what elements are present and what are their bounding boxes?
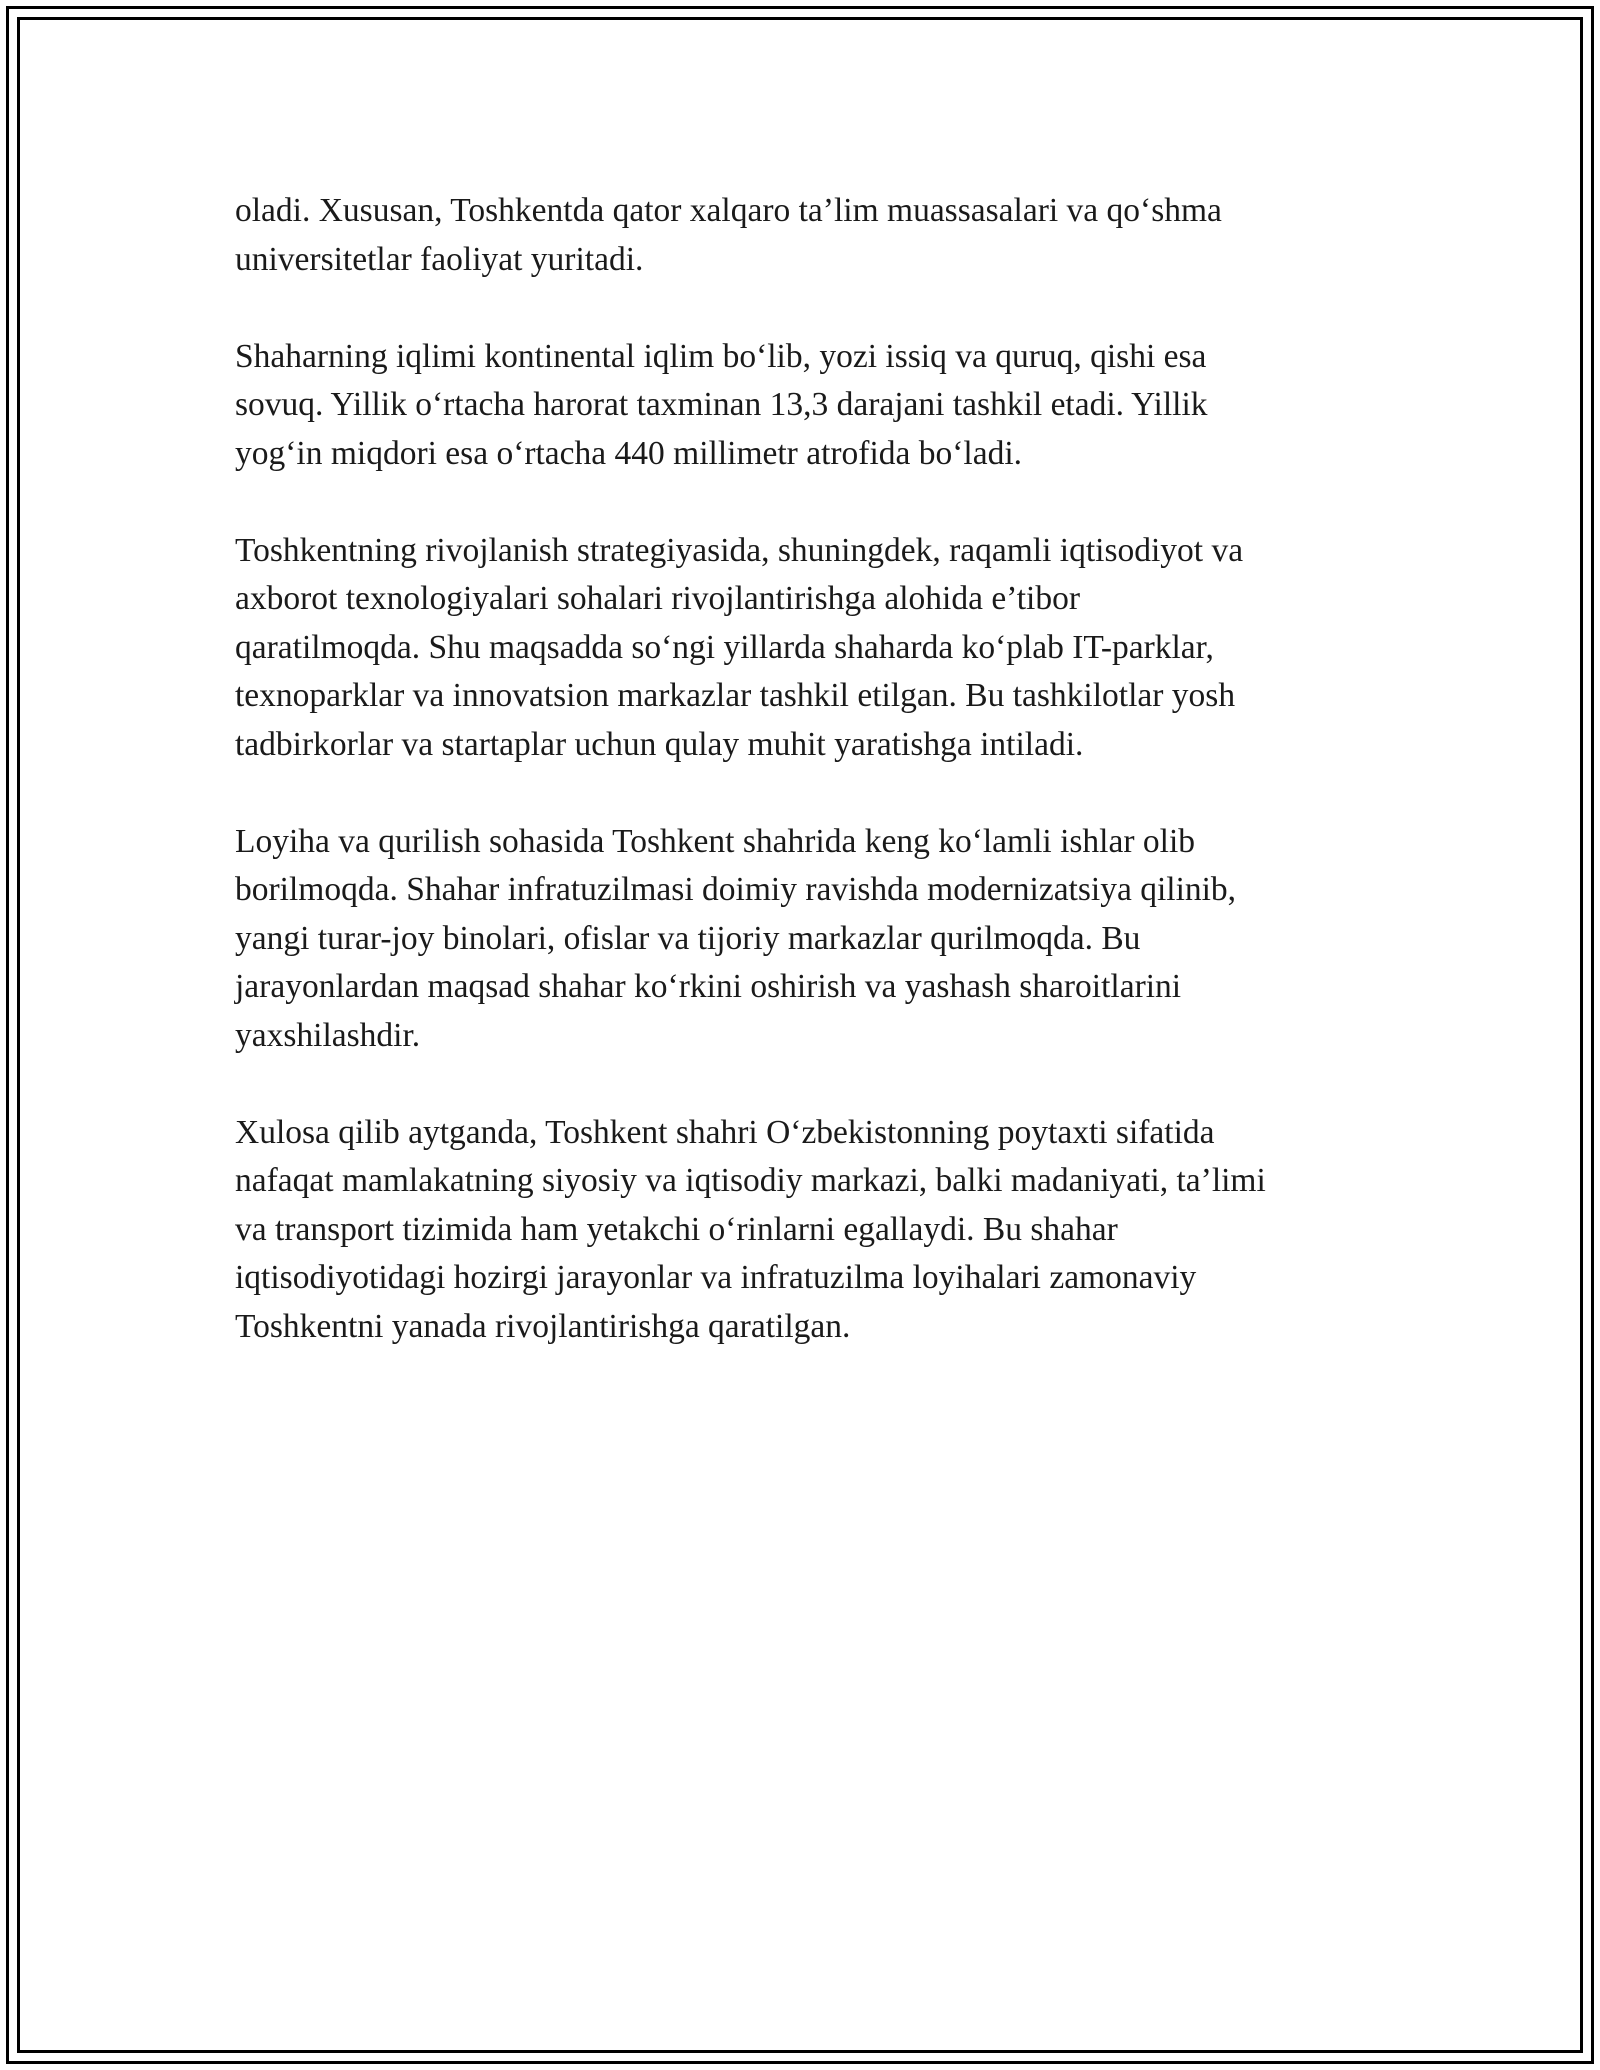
text-line: tadbirkorlar va startaplar uchun qulay muhit yaratishga intiladi. — [235, 725, 1084, 763]
paragraph-2 — [235, 333, 1375, 479]
text-line: axborot texnologiyalari sohalari rivojlantirishga alohida e’tibor — [235, 580, 1081, 617]
text-line: iqtisodiyotidagi hozirgi jarayonlar va infratuzilma loyihalari zamonaviy — [235, 1259, 1197, 1296]
text-line: Toshkentni yanada rivojlantirishga qaratilgan. — [235, 1307, 851, 1345]
text-line: universitetlar faoliyat yuritadi. — [235, 240, 644, 278]
paragraph-3 — [235, 527, 1375, 770]
paragraph-1 — [235, 187, 1375, 284]
paragraph-5 — [235, 1109, 1375, 1352]
text-line: yog‘in miqdori esa o‘rtacha 440 millimetr atrofida bo‘ladi. — [235, 434, 1023, 472]
text-line: jarayonlardan maqsad shahar ko‘rkini oshirish va yashash sharoitlarini — [235, 968, 1182, 1005]
text-line: yangi turar-joy binolari, ofislar va tijoriy markazlar qurilmoqda. Bu — [235, 919, 1141, 957]
text-line: Shaharning iqlimi kontinental iqlim bo‘lib, yozi issiq va quruq, qishi esa — [235, 337, 1207, 375]
text-line: yaxshilashdir. — [235, 1016, 421, 1054]
text-line: nafaqat mamlakatning siyosiy va iqtisodiy markazi, balki madaniyati, ta’limi — [235, 1162, 1266, 1199]
text-line: oladi. Xususan, Toshkentda qator xalqaro ta’lim muassasalari va qo‘shma — [235, 192, 1222, 229]
text-line: sovuq. Yillik o‘rtacha harorat taxminan 13,3 darajani tashkil etadi. Yillik — [235, 386, 1208, 423]
text-line: Xulosa qilib aytganda, Toshkent shahri O‘zbekistonning poytaxti sifatida — [235, 1113, 1215, 1151]
paragraph-4 — [235, 818, 1375, 1061]
text-line: Loyiha va qurilish sohasida Toshkent shahrida keng ko‘lamli ishlar olib — [235, 822, 1196, 860]
document-body — [235, 187, 1375, 1400]
text-line: texnoparklar va innovatsion markazlar tashkil etilgan. Bu tashkilotlar yosh — [235, 677, 1236, 714]
text-line: va transport tizimida ham yetakchi o‘rinlarni egallaydi. Bu shahar — [235, 1210, 1118, 1248]
text-line: Toshkentning rivojlanish strategiyasida, shuningdek, raqamli iqtisodiyot va — [235, 531, 1244, 569]
text-line: qaratilmoqda. Shu maqsadda so‘ngi yillarda shaharda ko‘plab IT-parklar, — [235, 628, 1214, 666]
text-line: borilmoqda. Shahar infratuzilmasi doimiy ravishda modernizatsiya qilinib, — [235, 871, 1237, 908]
